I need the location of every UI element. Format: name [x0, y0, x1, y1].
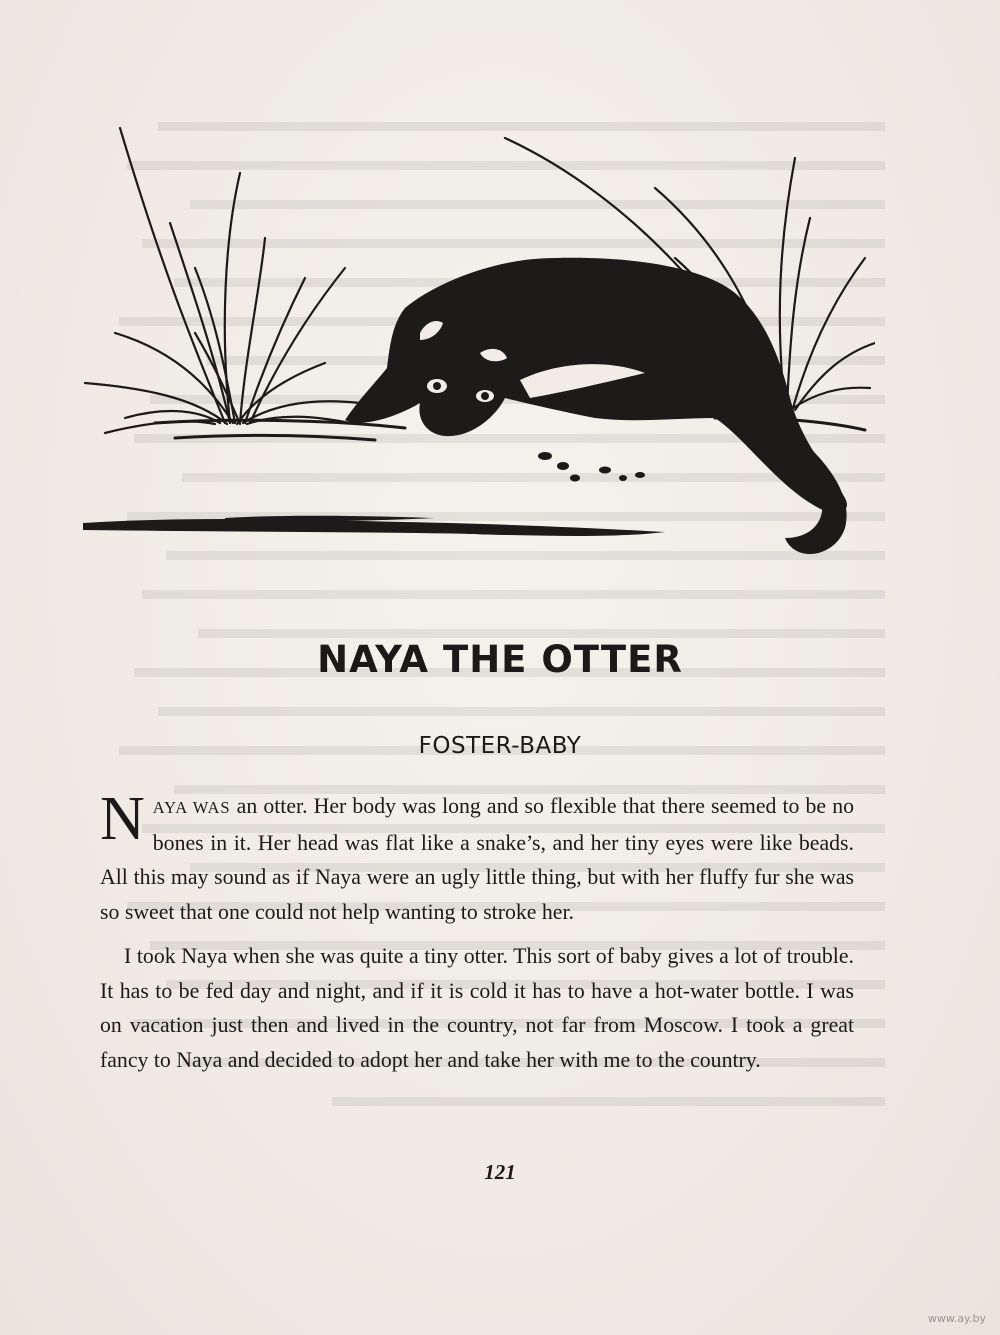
- water-line: [83, 516, 665, 536]
- paragraph-1-text: an otter. Her body was long and so flexible that there seemed to be no bones in it. Her head was flat like a snake’s, and her tiny eyes were like beads. All this may sound as if Naya were an ugly little thing, but with her fluffy fur she was so sweet that one could not help wanting to stroke her.: [100, 794, 854, 924]
- body-text: [100, 785, 854, 1077]
- paragraph-2: I took Naya when she was quite a tiny otter. This sort of baby gives a lot of trouble. It has to be fed day and night, and if it is cold it has to have a hot-water bottle. I was on vacation just then and lived in the country, not far from Moscow. I took a great fancy to Naya and decided to adopt her and take her with me to the country.: [100, 944, 854, 1072]
- reeds-left: [85, 128, 360, 433]
- paragraph-1: [100, 785, 854, 929]
- watermark: www.ay.by: [927, 1312, 986, 1325]
- otter-illustration: [75, 118, 875, 578]
- opening-small-caps: AYA WAS: [152, 798, 231, 817]
- drop-cap: N: [100, 785, 145, 853]
- pebbles: [539, 453, 644, 481]
- page-number: 121: [484, 1160, 516, 1184]
- chapter-subtitle: FOSTER-BABY: [418, 733, 582, 759]
- otter-body: [345, 258, 847, 554]
- chapter-title: NAYA THE OTTER: [317, 638, 683, 681]
